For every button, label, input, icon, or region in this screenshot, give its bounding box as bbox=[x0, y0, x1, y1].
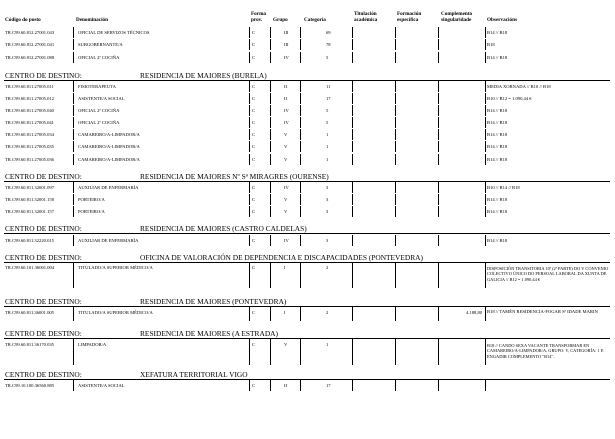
header-codigo: Código do posto bbox=[5, 17, 41, 23]
table-row bbox=[0, 206, 615, 217]
cell-categoria: 3 bbox=[326, 197, 329, 202]
table-row bbox=[0, 380, 615, 391]
cell-observaciones: B14 // B18 bbox=[487, 120, 508, 125]
cell-observaciones: B14 // B18 bbox=[487, 197, 508, 202]
section-label: CENTRO DE DESTINO: bbox=[5, 370, 82, 379]
cell-name: OFICIAL 2ª COCIÑA bbox=[78, 55, 120, 60]
cell-grupo: IV bbox=[284, 120, 289, 125]
cell-forma: C bbox=[252, 132, 256, 137]
cell-code: TR.C99.60.811.36170.035 bbox=[5, 342, 54, 347]
section-title: RESIDENCIA DE MAIORES (A ESTRADA) bbox=[140, 329, 278, 338]
cell-grupo: IV bbox=[284, 55, 289, 60]
table-row bbox=[0, 194, 615, 205]
table-row bbox=[0, 105, 615, 116]
cell-categoria: 3 bbox=[326, 185, 329, 190]
section-label: CENTRO DE DESTINO: bbox=[5, 329, 82, 338]
section-label: CENTRO DE DESTINO: bbox=[5, 172, 82, 181]
section-title: RESIDENCIA DE MAIORES (PONTEVEDRA) bbox=[140, 297, 287, 306]
cell-grupo: V bbox=[284, 209, 288, 214]
table-row bbox=[0, 141, 615, 152]
cell-grupo: IV bbox=[284, 238, 289, 243]
cell-grupo: V bbox=[284, 342, 288, 347]
cell-observaciones: B14 // B18 bbox=[487, 157, 508, 162]
cell-code: TR.C99.60.812.27001.043 bbox=[5, 30, 55, 35]
cell-categoria: 2 bbox=[326, 310, 329, 315]
cell-categoria: 17 bbox=[326, 96, 331, 101]
cell-grupo: II bbox=[284, 84, 288, 89]
cell-categoria: 2 bbox=[326, 265, 329, 270]
cell-categoria: 1 bbox=[326, 342, 329, 347]
cell-categoria: 1 bbox=[326, 157, 329, 162]
cell-categoria: 3 bbox=[326, 209, 329, 214]
section-label: CENTRO DE DESTINO: bbox=[5, 224, 82, 233]
section-label: CENTRO DE DESTINO: bbox=[5, 71, 82, 80]
cell-grupo: V bbox=[284, 144, 288, 149]
cell-name: PORTEIRO/A bbox=[78, 197, 105, 202]
cell-code: TR.C99.60.811.32001.157 bbox=[5, 209, 54, 214]
cell-forma: C bbox=[252, 265, 256, 270]
cell-observaciones: B14 // B18 bbox=[487, 238, 508, 243]
cell-categoria: 11 bbox=[326, 84, 331, 89]
header-formacion: Formación específica bbox=[397, 11, 422, 23]
cell-forma: C bbox=[252, 144, 256, 149]
header-complemento: Complemento singularidade bbox=[441, 11, 473, 23]
cell-code: TR.C99.60.811.32220.015 bbox=[5, 238, 54, 243]
cell-categoria: 69 bbox=[326, 30, 331, 35]
section-title: RESIDENCIA DE MAIORES (BURELA) bbox=[140, 71, 267, 80]
cell-observaciones: MEDIA XORNADA // B10 // B18 bbox=[487, 84, 551, 89]
cell-code: TR.C99.60.101.36001.004 bbox=[5, 265, 55, 270]
section-title: RESIDENCIA DE MAIORES (CASTRO CALDELAS) bbox=[140, 224, 307, 233]
table-row bbox=[0, 52, 615, 63]
cell-observaciones: B14 // B18 bbox=[487, 108, 508, 113]
table-row bbox=[0, 154, 615, 165]
table-row bbox=[0, 27, 615, 38]
cell-grupo: II bbox=[284, 383, 288, 388]
cell-observaciones: B14 // B18 bbox=[487, 209, 508, 214]
cell-forma: C bbox=[252, 42, 256, 47]
cell-name: AUXILIAR DE ENFERMARÍA bbox=[78, 238, 139, 243]
cell-name: ASISTENTE/A SOCIAL bbox=[78, 96, 125, 101]
cell-observaciones: B14 // B18 bbox=[487, 132, 508, 137]
cell-code: TR.C99.60.811.27005.012 bbox=[5, 96, 54, 101]
cell-code: TR.C99.60.811.36001.005 bbox=[5, 310, 54, 315]
cell-code: TR.C99.60.811.27005.035 bbox=[5, 144, 54, 149]
cell-name: LIMPADOR/A bbox=[78, 342, 107, 347]
cell-forma: C bbox=[252, 120, 256, 125]
header-denominacion: Denominación bbox=[76, 17, 108, 23]
cell-forma: C bbox=[252, 383, 256, 388]
table-row bbox=[0, 182, 615, 193]
cell-name: CAMAREIRO/A-LIMPADOR/A bbox=[78, 144, 140, 149]
header-grupo: Grupo bbox=[273, 17, 288, 23]
cell-grupo: V bbox=[284, 132, 288, 137]
cell-categoria: 5 bbox=[326, 108, 329, 113]
cell-code: TR.C99.60.811.32001.097 bbox=[5, 185, 54, 190]
cell-grupo: IV bbox=[284, 108, 289, 113]
cell-code: TR.C99.60.811.27005.034 bbox=[5, 132, 54, 137]
cell-forma: C bbox=[252, 185, 256, 190]
section-label: CENTRO DE DESTINO: bbox=[5, 297, 82, 306]
cell-code: TR.C99.60.811.27005.036 bbox=[5, 157, 54, 162]
cell-forma: C bbox=[252, 238, 256, 243]
cell-forma: C bbox=[252, 55, 256, 60]
cell-name: PORTEIRO/A bbox=[78, 209, 105, 214]
cell-name: OFICIAL 2ª COCIÑA bbox=[78, 120, 120, 125]
cell-grupo: I bbox=[284, 265, 286, 270]
cell-code: TR.C99.60.811.27005.041 bbox=[5, 120, 54, 125]
cell-observaciones: B10 // B12 = 1.090,44 € bbox=[487, 96, 532, 101]
observaciones-note: DISPOSICIÓN TRANSITORIA 10ª (2ª PARTE) DO V CONVENIO COLECTIVO ÚNICO DO PERSOAL LABORAL DA XUNTA DE GALICIA // B12 = 1.090,44 € bbox=[487, 266, 609, 282]
cell-observaciones: B14 // B18 bbox=[487, 55, 508, 60]
cell-name: AUXILIAR DE ENFERMARÍA bbox=[78, 185, 139, 190]
cell-name: TITULADO/A SUPERIOR MÉDICO/A bbox=[78, 310, 153, 315]
cell-grupo: V bbox=[284, 157, 288, 162]
cell-observaciones: B10 // B14 // B18 bbox=[487, 185, 520, 190]
cell-grupo: V bbox=[284, 197, 288, 202]
table-row bbox=[0, 39, 615, 50]
cell-code: TR.C99.10.100.36560.885 bbox=[5, 383, 55, 388]
cell-forma: C bbox=[252, 342, 256, 347]
cell-name: SUBGOBERNANTE/A bbox=[78, 42, 123, 47]
cell-forma: C bbox=[252, 108, 256, 113]
section-title: OFICINA DE VALORACIÓN DE DEPENDENCIA E DISCAPACIDADES (PONTEVEDRA) bbox=[140, 253, 423, 262]
cell-forma: C bbox=[252, 310, 256, 315]
table-row bbox=[0, 307, 615, 321]
cell-code: TR.C99.60.811.27005.040 bbox=[5, 108, 54, 113]
cell-code: TR.C99.60.812.27001.088 bbox=[5, 55, 55, 60]
cell-observaciones: B14 // B18 bbox=[487, 30, 508, 35]
cell-categoria: 17 bbox=[326, 383, 331, 388]
table-row bbox=[0, 117, 615, 128]
cell-observaciones: B18 bbox=[487, 42, 495, 47]
cell-observaciones: B14 // B18 bbox=[487, 144, 508, 149]
cell-forma: C bbox=[252, 30, 256, 35]
cell-grupo: III bbox=[284, 30, 289, 35]
cell-name: FISIOTERAPEUTA bbox=[78, 84, 116, 89]
cell-grupo: III bbox=[284, 42, 289, 47]
cell-complemento: 4.188,80 bbox=[466, 310, 483, 315]
observaciones-note: B18 // CANDO SEXA VACANTE TRANSFORMAR EN CAMAREIRO/A-LIMPADOR/A, GRUPO: V, CATEGORÍA: 1 E ENGADIR COMPLEMENTO "B14". bbox=[487, 343, 604, 359]
cell-forma: C bbox=[252, 157, 256, 162]
header-forma: Forma prov. bbox=[251, 11, 266, 23]
cell-categoria: 1 bbox=[326, 132, 329, 137]
divider bbox=[4, 233, 610, 234]
cell-categoria: 5 bbox=[326, 120, 329, 125]
cell-categoria: 5 bbox=[326, 55, 329, 60]
section-label: CENTRO DE DESTINO: bbox=[5, 253, 82, 262]
cell-observaciones: B18 // TAMÉN RESIDENCIA-FOGAR Sª IDADE MARIN bbox=[487, 309, 598, 314]
table-row bbox=[0, 235, 615, 246]
cell-forma: C bbox=[252, 197, 256, 202]
cell-categoria: 3 bbox=[326, 238, 329, 243]
header-categoria: Categoría bbox=[304, 17, 326, 23]
cell-forma: C bbox=[252, 209, 256, 214]
cell-name: OFICIAL 2ª COCIÑA bbox=[78, 108, 120, 113]
header-observaciones: Observacións bbox=[487, 17, 517, 23]
cell-forma: C bbox=[252, 84, 256, 89]
cell-name: TITULADO/A SUPERIOR MÉDICO/A bbox=[78, 265, 153, 270]
cell-code: TR.C99.60.811.32001.158 bbox=[5, 197, 54, 202]
section-title: RESIDENCIA DE MAIORES Nº Sª MIRAGRES (OURENSE) bbox=[140, 172, 329, 181]
header-titulacion: Titulación académica bbox=[354, 11, 378, 23]
section-title: XEFATURA TERRITORIAL VIGO bbox=[140, 370, 248, 379]
cell-categoria: 1 bbox=[326, 144, 329, 149]
cell-grupo: IV bbox=[284, 185, 289, 190]
cell-grupo: II bbox=[284, 96, 288, 101]
cell-name: CAMAREIRO/A-LIMPADOR/A bbox=[78, 157, 140, 162]
table-row bbox=[0, 81, 615, 92]
cell-grupo: I bbox=[284, 310, 286, 315]
cell-name: CAMAREIRO/A-LIMPADOR/A bbox=[78, 132, 140, 137]
cell-name: OFICIAL DE SERVIZOS TÉCNICOS bbox=[78, 30, 150, 35]
cell-forma: C bbox=[252, 96, 256, 101]
table-row bbox=[0, 93, 615, 104]
cell-categoria: 78 bbox=[326, 42, 331, 47]
cell-name: ASISTENTE/A SOCIAL bbox=[78, 383, 125, 388]
table-row bbox=[0, 129, 615, 140]
cell-code: TR.C99.60.811.27005.011 bbox=[5, 84, 54, 89]
cell-code: TR.C99.60.812.27001.041 bbox=[5, 42, 55, 47]
